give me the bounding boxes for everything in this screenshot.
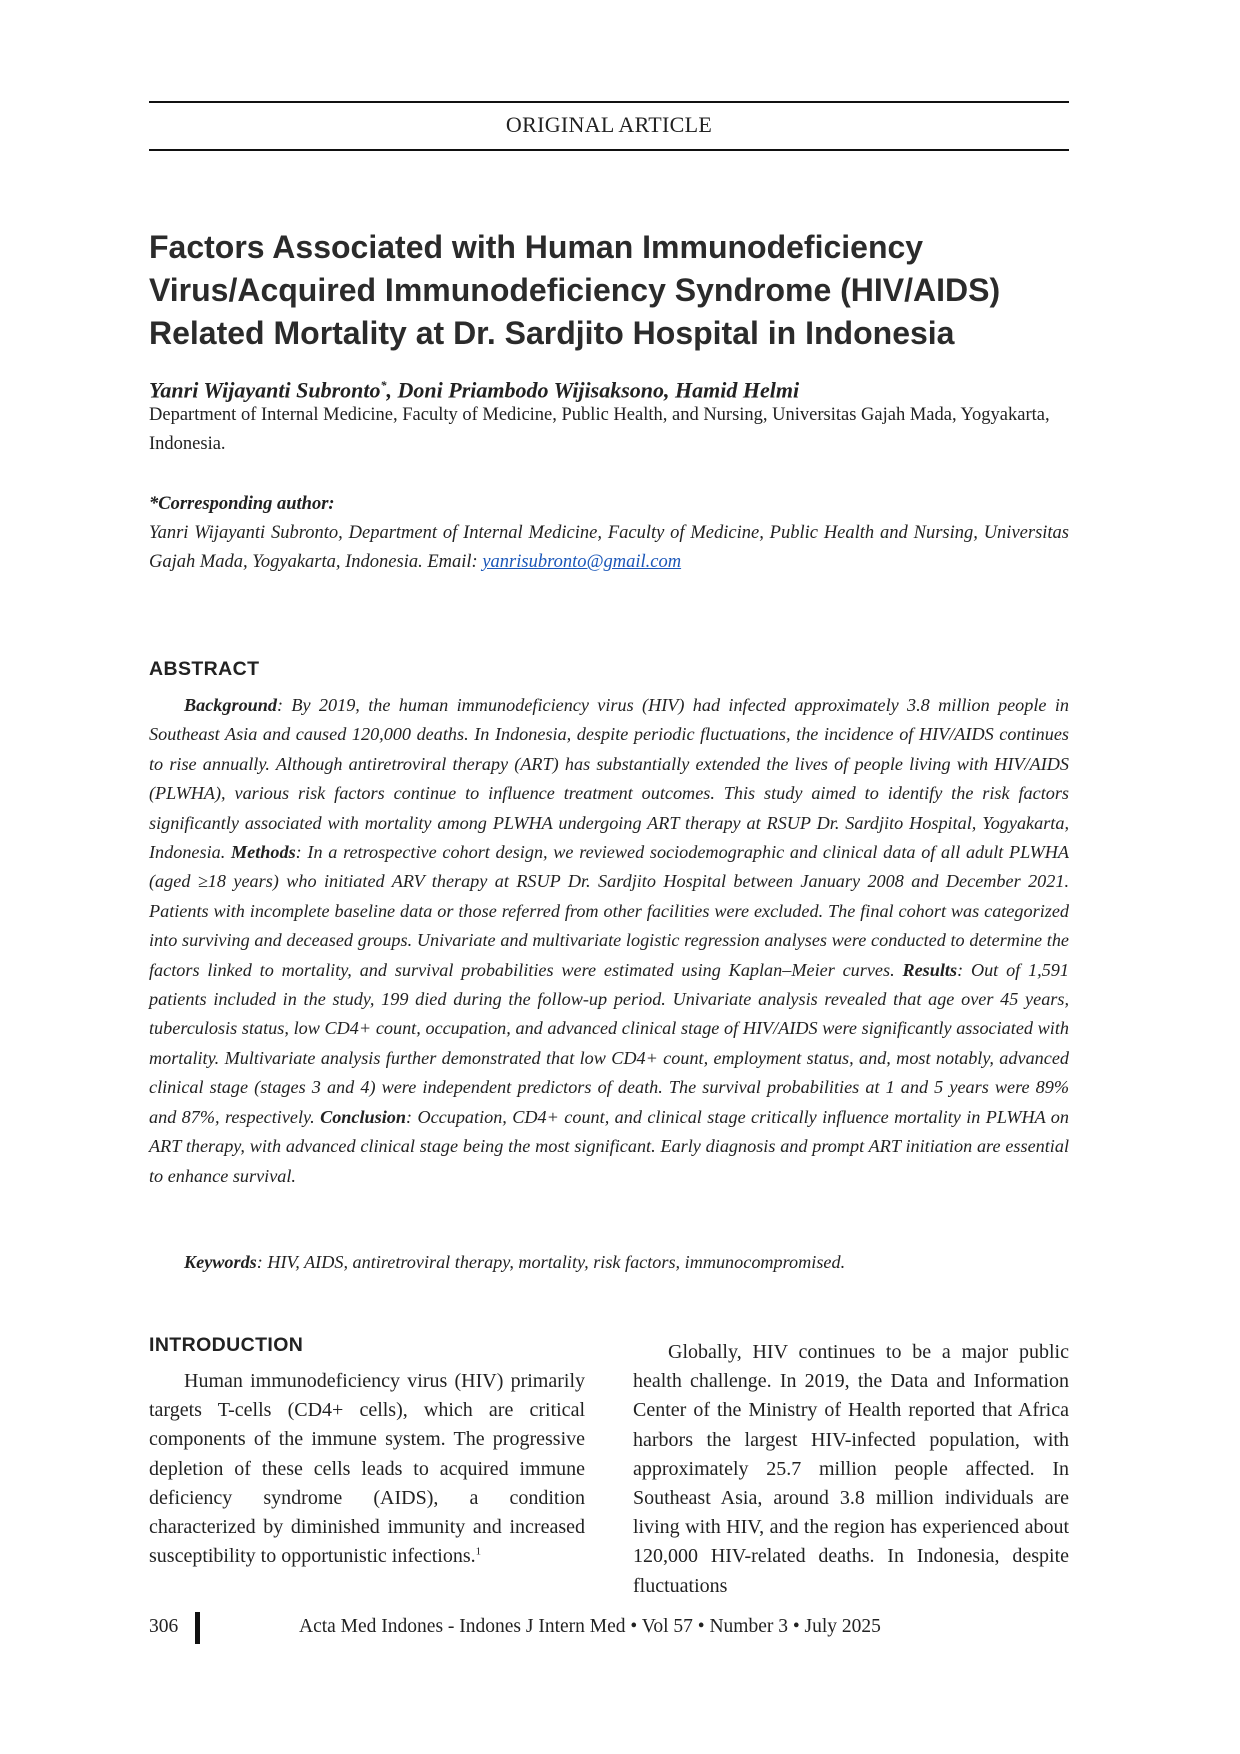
other-authors: , Doni Priambodo Wijisaksono, Hamid Helmi [386,377,800,403]
abstract-heading: ABSTRACT [149,658,260,680]
title-line: Factors Associated with Human Immunodeficiency [149,229,924,265]
abstract-body [149,691,1069,1191]
page-number: 306 [149,1616,179,1637]
corresponding-details [149,519,1069,577]
article-title [149,226,1079,355]
results-label: Results [902,959,958,980]
introduction-right-column [633,1338,1069,1601]
affiliation: Department of Internal Medicine, Faculty of Medicine, Public Health, and Nursing, Universitas Gajah Mada, Yogyakarta, Indonesia. [149,405,1050,454]
email-link[interactable]: yanrisubronto@gmail.com [482,552,682,572]
intro-left-text: Human immunodeficiency virus (HIV) primarily targets T-cells (CD4+ cells), which are critical components of the immune system. The progressive depletion of these cells leads to acquired immune deficiency syndrome (AIDS), a condition characterized by diminished immunity and increased susceptibility to opportunistic infections. [149,1370,585,1568]
conclusion-text: : Occupation, CD4+ count, and clinical stage critically influence mortality in PLWHA on ART therapy, with advanced clinical stage being the most significant. Early diagnosis and prompt ART initiation are essential to enhance survival. [149,1106,1069,1186]
corresponding-mark: * [380,378,387,392]
corresponding-text: Yanri Wijayanti Subronto, Department of Internal Medicine, Faculty of Medicine, Public Health and Nursing, Universitas Gajah Mada, Yogyakarta, Indonesia. Email: [149,523,1069,572]
introduction-heading: INTRODUCTION [149,1334,304,1356]
page-footer [149,1612,1069,1646]
corresponding-label: *Corresponding author: [149,494,335,514]
methods-label: Methods [230,842,296,863]
title-line: Related Mortality at Dr. Sardjito Hospital in Indonesia [149,315,955,351]
journal-citation: Acta Med Indones - Indones J Intern Med • Vol 57 • Number 3 • July 2025 [299,1616,881,1637]
methods-text: : In a retrospective cohort design, we reviewed sociodemographic and clinical data of all adult PLWHA (aged ≥18 years) who initiated ARV therapy at RSUP Dr. Sardjito Hospital between January 2008 and December 2021. Patients with incomplete baseline data or those referred from other facilities were excluded. The final cohort was categorized into surviving and deceased groups. Univariate and multivariate logistic regression analyses were conducted to determine the factors linked to mortality, and survival probabilities were estimated using Kaplan–Meier curves. [149,842,1069,980]
conclusion-label: Conclusion [320,1106,406,1127]
keywords [184,1248,1084,1277]
introduction-left-column [149,1367,585,1571]
section-label: ORIGINAL ARTICLE [505,112,713,137]
results-text: : Out of 1,591 patients included in the study, 199 died during the follow-up period. Univariate analysis revealed that age over 45 years, tuberculosis status, low CD4+ count, occupation, and advanced clinical stage of HIV/AIDS were significantly associated with mortality. Multivariate analysis further demonstrated that low CD4+ count, employment status, and, most notably, advanced clinical stage (stages 3 and 4) were independent predictors of death. The survival probabilities at 1 and 5 years were 89% and 87%, respectively. [149,959,1069,1127]
title-line: Virus/Acquired Immunodeficiency Syndrome (HIV/AIDS) [149,272,1001,308]
background-text: : By 2019, the human immunodeficiency virus (HIV) had infected approximately 3.8 million people in Southeast Asia and caused 120,000 deaths. In Indonesia, despite periodic fluctuations, the incidence of HIV/AIDS continues to rise annually. Although antiretroviral therapy (ART) has substantially extended the lives of people living with HIV/AIDS (PLWHA), various risk factors continue to influence treatment outcomes. This study aimed to identify the risk factors significantly associated with mortality among PLWHA undergoing ART therapy at RSUP Dr. Sardjito Hospital, Yogyakarta, Indonesia. [149,695,1069,863]
background-label: Background [184,695,277,715]
footer-divider [195,1612,200,1644]
section-header [149,101,1069,151]
intro-right-text: Globally, HIV continues to be a major public health challenge. In 2019, the Data and Information Center of the Ministry of Health reported that Africa harbors the largest HIV-infected population, with approximately 25.7 million people affected. In Southeast Asia, around 3.8 million individuals are living with HIV, and the region has experienced about 120,000 HIV-related deaths. In Indonesia, despite fluctuations [633,1341,1069,1597]
reference-mark: 1 [475,1545,482,1558]
first-author: Yanri Wijayanti Subronto [149,377,381,403]
keywords-text: : HIV, AIDS, antiretroviral therapy, mortality, risk factors, immunocompromised. [256,1252,846,1272]
keywords-label: Keywords [184,1252,257,1272]
